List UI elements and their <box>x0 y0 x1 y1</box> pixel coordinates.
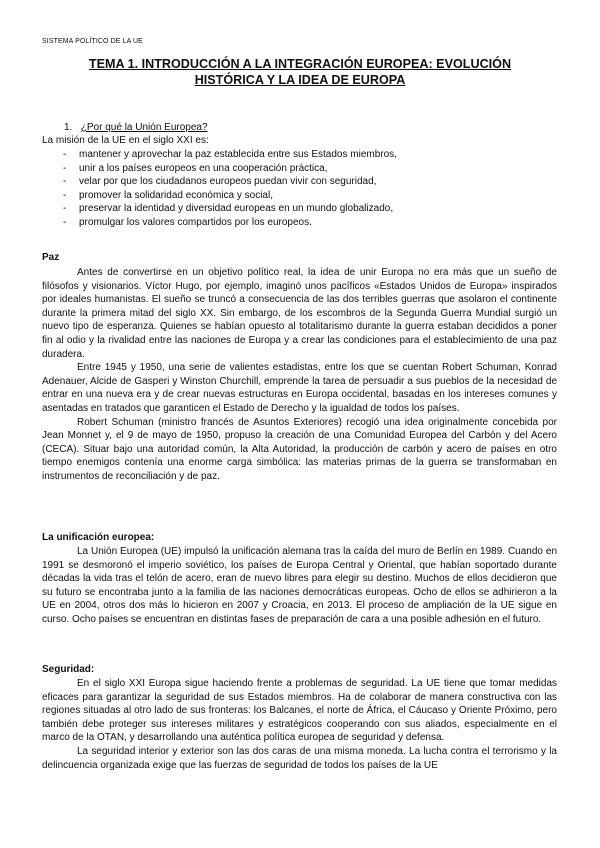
list-item: - velar por que los ciudadanos europeos puedan vivir con seguridad, <box>63 176 377 187</box>
section-question-text: ¿Por qué la Unión Europea? <box>80 122 208 133</box>
paz-section <box>42 266 557 484</box>
heading-unificacion: La unificación europea: <box>42 532 155 543</box>
list-item: - promover la solidaridad económica y social, <box>63 189 273 201</box>
list-item: - preservar la identidad y diversidad europeas en un mundo globalizado, <box>63 203 394 214</box>
title-line-2: HISTÓRICA Y LA IDEA DE EUROPA <box>194 73 406 87</box>
paragraph: Antes de convertirse en un objetivo político real, la idea de unir Europa no era más que un sueño de filósofos y visionarios. Víctor Hugo, por ejemplo, imaginó unos pacíficos «Estados Unidos de Europa» inspirados por ideales humanistas. El sueño se truncó a consecuencia de las dos terribles guerras que asolaron el continente durante la primera mitad del siglo XX. Sin embargo, de los escombros de la Segunda Guerra Mundial surgió un nuevo tipo de esperanza. Quienes se habían opuesto al totalitarismo durante la guerra estaban decididos a poner fin al odio y la rivalidad entre las naciones de Europa y a crear las condiciones para el establecimiento de una paz duradera. <box>42 267 557 360</box>
paragraph: La seguridad interior y exterior son las dos caras de una misma moneda. La lucha contra el terrorismo y la delincuencia organizada exige que las fuerzas de seguridad de todos los países de la UE <box>42 745 557 771</box>
list-item: - unir a los países europeos en una cooperación práctica, <box>63 162 328 174</box>
heading-seguridad: Seguridad: <box>42 664 95 675</box>
running-header: SISTEMA POLÍTICO DE LA UE <box>42 38 143 45</box>
section-number: 1. <box>64 122 73 133</box>
title-line-1: TEMA 1. INTRODUCCIÓN A LA INTEGRACIÓN EUROPEA: EVOLUCIÓN <box>88 57 512 71</box>
page-title <box>60 56 540 88</box>
mission-intro: La misión de la UE en el siglo XXI es: <box>42 135 209 146</box>
paragraph: Entre 1945 y 1950, una serie de valientes estadistas, entre los que se cuentan Robert Schuman, Konrad Adenauer, Alcide de Gasperi y Winston Churchill, emprende la tarea de persuadir a sus pueblos de la necesidad de entrar en una nueva era y de crear nuevas estructuras en Europa occidental, basadas en los intereses comunes y asentadas en tratados que garanticen el Estado de Derecho y la igualdad de todos los países. <box>42 362 557 414</box>
paragraph: Robert Schuman (ministro francés de Asuntos Exteriores) recogió una idea originalmente concebida por Jean Monnet y, el 9 de mayo de 1950, propuso la creación de una Comunidad Europea del Carbón y del Acero (CECA). Situar bajo una autoridad común, la Alta Autoridad, la producción de carbón y acero de países en otro tiempo enemigos contenía una enorme carga simbólica: las materias primas de la guerra se transformaban en instrumentos de reconciliación y de paz. <box>42 416 557 482</box>
unificacion-section <box>42 545 557 627</box>
list-item: - promulgar los valores compartidos por los europeos. <box>63 216 312 228</box>
heading-paz: Paz <box>42 252 60 263</box>
section-question <box>64 121 208 134</box>
seguridad-section <box>42 677 557 772</box>
paragraph: La Unión Europea (UE) impulsó la unificación alemana tras la caída del muro de Berlín en 1989. Cuando en 1991 se desmoronó el imperio soviético, los países de Europa Central y Oriental, que habían soportado durante décadas la vida tras el telón de acero, eran de nuevo libres para elegir su destino. Muchos de ellos decidieron que su futuro se encontraba junto a la familia de las naciones democráticas europeas. Ocho de ellos se adhirieron a la UE en 2004, otros dos más lo hicieron en 2007 y Croacia, en 2013. El proceso de ampliación de la UE sigue en curso. Ocho países se encuentran en distintas fases de preparación de cara a una posible adhesión en el futuro. <box>42 546 557 625</box>
mission-list <box>42 148 397 229</box>
list-item: - mantener y aprovechar la paz establecida entre sus Estados miembros, <box>63 149 397 160</box>
paragraph: En el siglo XXI Europa sigue haciendo frente a problemas de seguridad. La UE tiene que tomar medidas eficaces para garantizar la seguridad de sus Estados miembros. Ha de colaborar de manera constructiva con las regiones situadas al otro lado de sus fronteras: los Balcanes, el norte de África, el Cáucaso y Oriente Próximo, pero también debe proteger sus intereses militares y estratégicos cooperando con sus aliados, especialmente en el marco de la OTAN, y desarrollando una auténtica política europea de seguridad y defensa. <box>42 678 557 744</box>
